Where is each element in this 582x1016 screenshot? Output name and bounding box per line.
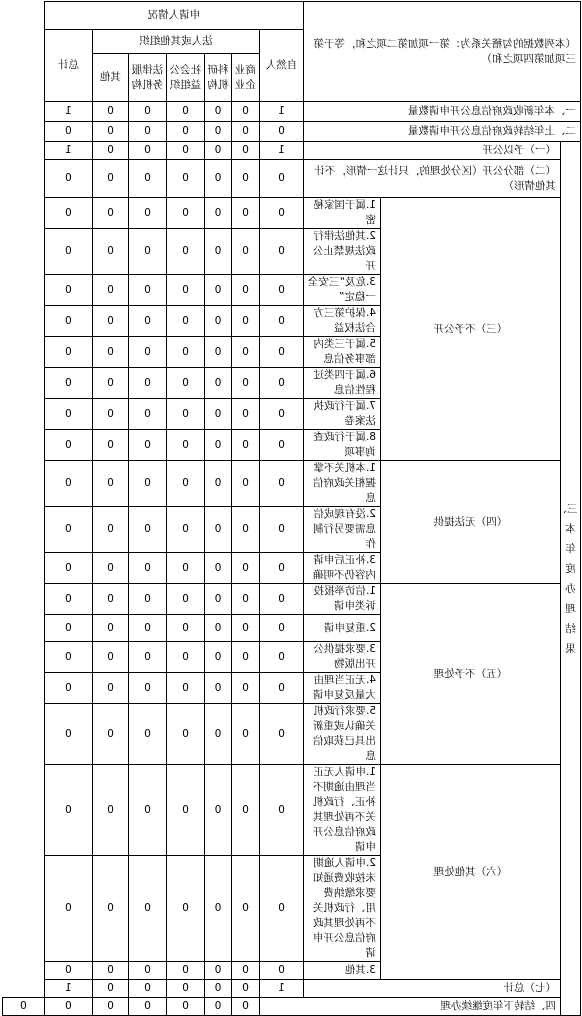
- cell-value: 0: [259, 507, 303, 553]
- group-4-label: （四）无法提供: [381, 461, 561, 584]
- cell-value: 0: [204, 430, 231, 461]
- cell-value: 0: [231, 980, 259, 998]
- cell-value: 0: [92, 122, 128, 142]
- cell-value: 0: [92, 998, 128, 1016]
- row-label: 2.申请人逾期未按收费通知要求缴纳费用、行政机关不再处理其政府信息公开申请: [303, 856, 380, 962]
- row-label: 1.申请人无正当理由逾期不补正、行政机关不再处理其政府信息公开申请: [303, 765, 380, 856]
- cell-value: 0: [259, 461, 303, 507]
- col-business: 商业企业: [231, 54, 259, 102]
- cell-value: 0: [259, 553, 303, 584]
- cell-value: 0: [204, 998, 231, 1016]
- legal-group-header: 法人或其他组织: [92, 30, 259, 54]
- cell-value: 0: [92, 765, 128, 856]
- cell-value: 0: [44, 337, 92, 368]
- cell-value: 0: [259, 275, 303, 306]
- cell-value: 0: [259, 306, 303, 337]
- cell-value: 0: [259, 198, 303, 229]
- group-5-label: （五）不予处理: [381, 584, 561, 765]
- cell-value: 0: [166, 673, 204, 704]
- cell-value: 0: [128, 962, 166, 980]
- cell-value: 0: [231, 553, 259, 584]
- cell-value: 0: [44, 306, 92, 337]
- cell-value: 0: [204, 856, 231, 962]
- group-6-label: （六）其他处理: [381, 765, 561, 980]
- cell-value: 0: [3, 998, 45, 1016]
- cell-value: 0: [231, 962, 259, 980]
- cell-value: 0: [166, 962, 204, 980]
- cell-value: 0: [128, 998, 166, 1016]
- cell-value: 0: [259, 229, 303, 275]
- cell-value: 0: [204, 275, 231, 306]
- cell-value: 0: [204, 142, 231, 160]
- table-row: [3, 142, 581, 160]
- table-row: [3, 461, 581, 507]
- cell-value: 0: [44, 122, 92, 142]
- cell-value: 0: [231, 306, 259, 337]
- cell-value: 0: [259, 337, 303, 368]
- cell-value: 1: [44, 980, 92, 998]
- row-label: 二、上年结转政府信息公开申请数量: [303, 122, 580, 142]
- cell-value: 1: [44, 142, 92, 160]
- cell-value: 0: [231, 142, 259, 160]
- cell-value: 0: [166, 368, 204, 399]
- header-note: （本列数据的勾稽关系为：第一项加第二项之和，等于第三项加第四项之和）: [303, 2, 580, 102]
- cell-value: 0: [44, 673, 92, 704]
- cell-value: 0: [259, 673, 303, 704]
- row-label: 1.信访举报投诉类申请: [303, 584, 380, 615]
- section-3-text: 三、本年度办理结果: [556, 502, 578, 655]
- cell-value: 0: [166, 198, 204, 229]
- cell-value: 0: [166, 553, 204, 584]
- applicant-info-header: 申请人情况: [44, 2, 303, 30]
- row-label: 1.属于国家秘密: [303, 198, 380, 229]
- cell-value: 0: [166, 765, 204, 856]
- cell-value: 0: [44, 553, 92, 584]
- cell-value: 0: [92, 142, 128, 160]
- cell-value: 0: [204, 102, 231, 122]
- cell-value: 0: [204, 673, 231, 704]
- cell-value: 0: [204, 553, 231, 584]
- cell-value: 0: [204, 368, 231, 399]
- cell-value: 0: [259, 856, 303, 962]
- cell-value: 0: [44, 160, 92, 198]
- cell-value: 0: [128, 615, 166, 642]
- cell-value: 0: [44, 704, 92, 765]
- cell-value: 0: [92, 160, 128, 198]
- cell-value: 0: [231, 642, 259, 673]
- cell-value: 0: [128, 306, 166, 337]
- table-row: [3, 102, 581, 122]
- cell-value: 0: [92, 673, 128, 704]
- cell-value: 0: [92, 980, 128, 998]
- row-label: （二）部分公开（区分处理的，只计这一情形，不计其他情形）: [303, 160, 560, 198]
- statistics-table: [2, 1, 581, 1016]
- cell-value: 1: [44, 102, 92, 122]
- cell-value: 0: [231, 229, 259, 275]
- cell-value: 0: [44, 198, 92, 229]
- cell-value: 0: [166, 399, 204, 430]
- cell-value: 1: [259, 102, 303, 122]
- row-label: 4.无正当理由大量反复申请: [303, 673, 380, 704]
- cell-value: 0: [204, 229, 231, 275]
- cell-value: 0: [92, 704, 128, 765]
- cell-value: 0: [128, 229, 166, 275]
- cell-value: 0: [204, 765, 231, 856]
- cell-value: 0: [128, 584, 166, 615]
- cell-value: 0: [128, 980, 166, 998]
- section-3-label: [556, 142, 581, 1016]
- cell-value: 0: [259, 368, 303, 399]
- cell-value: 0: [128, 337, 166, 368]
- row-label: （七）总计: [303, 980, 560, 998]
- cell-value: 0: [44, 461, 92, 507]
- cell-value: 0: [92, 461, 128, 507]
- col-public-welfare: 社会公益组织: [166, 54, 204, 102]
- cell-value: 0: [166, 980, 204, 998]
- cell-value: 0: [166, 584, 204, 615]
- cell-value: 0: [166, 306, 204, 337]
- cell-value: 0: [231, 399, 259, 430]
- cell-value: 0: [166, 275, 204, 306]
- cell-value: 0: [204, 962, 231, 980]
- cell-value: 0: [128, 704, 166, 765]
- table-row: [3, 998, 581, 1016]
- cell-value: 0: [204, 704, 231, 765]
- cell-value: 0: [166, 102, 204, 122]
- cell-value: 0: [166, 507, 204, 553]
- cell-value: 0: [166, 998, 204, 1016]
- cell-value: 0: [231, 765, 259, 856]
- cell-value: 0: [92, 368, 128, 399]
- cell-value: 0: [231, 461, 259, 507]
- cell-value: 0: [204, 306, 231, 337]
- cell-value: 0: [92, 430, 128, 461]
- cell-value: 0: [204, 980, 231, 998]
- cell-value: 0: [128, 673, 166, 704]
- cell-value: 0: [166, 461, 204, 507]
- cell-value: 0: [231, 122, 259, 142]
- cell-value: 0: [128, 160, 166, 198]
- cell-value: 0: [44, 399, 92, 430]
- cell-value: 0: [128, 102, 166, 122]
- cell-value: 0: [231, 337, 259, 368]
- row-label: 3.补正后申请内容仍不明确: [303, 553, 380, 584]
- cell-value: 0: [92, 337, 128, 368]
- cell-value: 0: [92, 615, 128, 642]
- cell-value: 0: [44, 765, 92, 856]
- cell-value: 0: [231, 998, 259, 1016]
- cell-value: 0: [44, 507, 92, 553]
- table-row: [3, 160, 581, 198]
- cell-value: 0: [204, 198, 231, 229]
- row-label: 8.属于行政查询事项: [303, 430, 380, 461]
- cell-value: 0: [44, 368, 92, 399]
- cell-value: 0: [92, 229, 128, 275]
- row-label: 3.其他: [303, 962, 380, 980]
- cell-value: 0: [92, 553, 128, 584]
- row-label: 5.属于三类内部事务信息: [303, 337, 380, 368]
- cell-value: 0: [44, 584, 92, 615]
- table-row: [3, 765, 581, 856]
- cell-value: 0: [92, 584, 128, 615]
- cell-value: 0: [128, 856, 166, 962]
- cell-value: 0: [204, 507, 231, 553]
- cell-value: 0: [44, 615, 92, 642]
- cell-value: 0: [204, 615, 231, 642]
- col-legal-service: 法律服务机构: [128, 54, 166, 102]
- table-row: [3, 122, 581, 142]
- cell-value: 0: [231, 856, 259, 962]
- cell-value: 0: [166, 856, 204, 962]
- cell-value: 0: [259, 962, 303, 980]
- table-row: [3, 584, 581, 615]
- cell-value: 0: [259, 399, 303, 430]
- cell-value: 0: [92, 102, 128, 122]
- cell-value: 0: [128, 368, 166, 399]
- cell-value: 0: [166, 142, 204, 160]
- cell-value: 0: [204, 337, 231, 368]
- cell-value: 0: [128, 122, 166, 142]
- cell-value: 0: [44, 229, 92, 275]
- report-page: [0, 1, 582, 1012]
- cell-value: 0: [128, 275, 166, 306]
- cell-value: 0: [128, 642, 166, 673]
- cell-value: 0: [204, 461, 231, 507]
- row-label: 2.没有现成信息需要另行制作: [303, 507, 380, 553]
- cell-value: 0: [166, 642, 204, 673]
- cell-value: 0: [92, 507, 128, 553]
- cell-value: 0: [166, 122, 204, 142]
- cell-value: 0: [259, 584, 303, 615]
- cell-value: 0: [231, 507, 259, 553]
- cell-value: 0: [231, 160, 259, 198]
- cell-value: 0: [204, 642, 231, 673]
- cell-value: 0: [166, 337, 204, 368]
- cell-value: 1: [259, 980, 303, 998]
- cell-value: 0: [259, 430, 303, 461]
- cell-value: 0: [92, 275, 128, 306]
- row-label: 一、本年新收政府信息公开申请数量: [303, 102, 580, 122]
- cell-value: 0: [92, 306, 128, 337]
- row-label: 2.重复申请: [303, 615, 380, 642]
- cell-value: 0: [259, 615, 303, 642]
- row-label: （一）予以公开: [303, 142, 560, 160]
- row-label: 1.本机关不掌握相关政府信息: [303, 461, 380, 507]
- row-label: 6.属于四类过程性信息: [303, 368, 380, 399]
- cell-value: 0: [259, 704, 303, 765]
- cell-value: 0: [204, 122, 231, 142]
- cell-value: 0: [231, 584, 259, 615]
- total-header: 总计: [44, 30, 92, 102]
- cell-value: 0: [204, 399, 231, 430]
- cell-value: 0: [231, 275, 259, 306]
- cell-value: 0: [231, 673, 259, 704]
- cell-value: 0: [231, 198, 259, 229]
- cell-value: 0: [44, 642, 92, 673]
- cell-value: 0: [128, 461, 166, 507]
- cell-value: 0: [128, 142, 166, 160]
- col-research: 科研机构: [204, 54, 231, 102]
- cell-value: 1: [259, 142, 303, 160]
- cell-value: 0: [44, 998, 92, 1016]
- row-label: 5.要求行政机关确认或重新出具已获取信息: [303, 704, 380, 765]
- cell-value: 0: [231, 102, 259, 122]
- cell-value: 0: [166, 160, 204, 198]
- cell-value: 0: [204, 584, 231, 615]
- cell-value: 0: [44, 962, 92, 980]
- cell-value: 0: [259, 160, 303, 198]
- cell-value: 0: [231, 430, 259, 461]
- cell-value: 0: [231, 704, 259, 765]
- cell-value: 0: [92, 399, 128, 430]
- cell-value: 0: [92, 642, 128, 673]
- cell-value: 0: [92, 198, 128, 229]
- cell-value: 0: [44, 430, 92, 461]
- row-label: 四、结转下年度继续办理: [259, 998, 560, 1016]
- cell-value: 0: [231, 615, 259, 642]
- row-label: 7.属于行政执法案卷: [303, 399, 380, 430]
- group-3-label: （三）不予公开: [381, 198, 561, 461]
- cell-value: 0: [128, 198, 166, 229]
- cell-value: 0: [128, 553, 166, 584]
- cell-value: 0: [128, 430, 166, 461]
- cell-value: 0: [128, 765, 166, 856]
- cell-value: 0: [166, 704, 204, 765]
- cell-value: 0: [44, 856, 92, 962]
- row-label: 3.要求提供公开出版物: [303, 642, 380, 673]
- table-row: [3, 980, 581, 998]
- row-label: 4.保护第三方合法权益: [303, 306, 380, 337]
- cell-value: 0: [259, 642, 303, 673]
- row-label: 3.危及“三安全一稳定”: [303, 275, 380, 306]
- cell-value: 0: [259, 122, 303, 142]
- cell-value: 0: [128, 399, 166, 430]
- natural-person-header: 自然人: [259, 30, 303, 102]
- cell-value: 0: [166, 229, 204, 275]
- col-other: 其他: [92, 54, 128, 102]
- cell-value: 0: [204, 160, 231, 198]
- cell-value: 0: [92, 856, 128, 962]
- cell-value: 0: [166, 430, 204, 461]
- cell-value: 0: [231, 368, 259, 399]
- table-row: [3, 198, 581, 229]
- cell-value: 0: [166, 615, 204, 642]
- row-label: 2.其他法律行政法规禁止公开: [303, 229, 380, 275]
- cell-value: 0: [44, 275, 92, 306]
- cell-value: 0: [128, 507, 166, 553]
- cell-value: 0: [92, 962, 128, 980]
- cell-value: 0: [259, 765, 303, 856]
